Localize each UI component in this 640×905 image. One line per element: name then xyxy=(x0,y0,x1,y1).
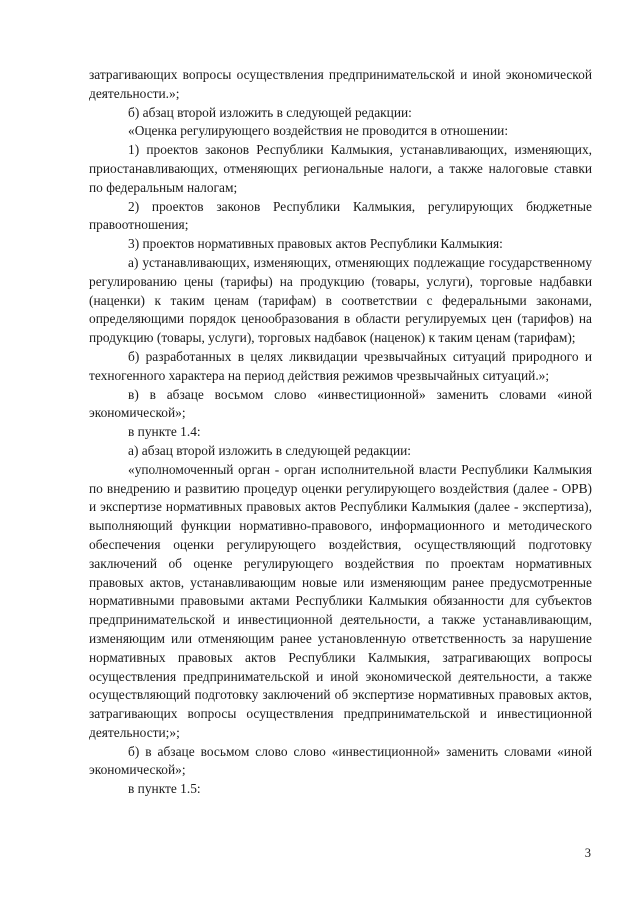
paragraph: б) абзац второй изложить в следующей редакции: xyxy=(128,104,412,120)
paragraph: в) в абзаце восьмом слово «инвестиционной» заменить словами «иной экономической»; xyxy=(89,386,592,421)
paragraph: «уполномоченный орган - орган исполнительной власти Республики Калмыкия по внедрению и развитию процедур оценки регулирующего воздействия (далее - ОРВ) и экспертизе нормативных правовых актов Республики Калмыкия (далее - экспертиза), выполняющий функции нормативно-правового, информационного и методического обеспечения оценки регулирующего воздействия, осуществляющий подготовку заключений об оценке регулирующего воздействия по проектам нормативных правовых актов, устанавливающим новые или изменяющим ранее предусмотренные нормативными правовыми актами Республики Калмыкия обязанности для субъектов предпринимательской и инвестиционной деятельности, а также устанавливающим, изменяющим или отменяющим ранее установленную ответственность за нарушение нормативных правовых актов Республики Калмыкия, затрагивающих вопросы осуществления предпринимательской и иной экономической деятельности, а также осуществляющий подготовку заключений об экспертизе нормативных правовых актов, затрагивающих вопросы осуществления предпринимательской и инвестиционной деятельности;»; xyxy=(89,461,592,740)
document-body xyxy=(89,66,592,799)
paragraph: 1) проектов законов Республики Калмыкия, устанавливающих, изменяющих, приостанавливающих, отменяющих региональные налоги, а также налоговые ставки по федеральным налогам; xyxy=(89,142,592,195)
paragraph: в пункте 1.4: xyxy=(128,424,201,440)
paragraph: а) абзац второй изложить в следующей редакции: xyxy=(128,442,412,458)
paragraph: б) в абзаце восьмом слово слово «инвестиционной» заменить словами «иной экономической»; xyxy=(89,743,592,778)
paragraph: 3) проектов нормативных правовых актов Республики Калмыкия: xyxy=(128,236,503,252)
paragraph: 2) проектов законов Республики Калмыкия, регулирующих бюджетные правоотношения; xyxy=(89,198,592,233)
paragraph: затрагивающих вопросы осуществления предпринимательской и иной экономической деятельности.»; xyxy=(89,67,592,101)
paragraph: в пункте 1.5: xyxy=(128,781,201,797)
paragraph: б) разработанных в целях ликвидации чрезвычайных ситуаций природного и техногенного характера на период действия режимов чрезвычайных ситуаций.»; xyxy=(89,348,592,383)
page-number: 3 xyxy=(584,846,591,860)
paragraph: «Оценка регулирующего воздействия не проводится в отношении: xyxy=(128,123,509,139)
paragraph: а) устанавливающих, изменяющих, отменяющих подлежащие государственному регулированию цены (тарифы) на продукцию (товары, услуги), торговые надбавки (наценки) к таким ценам (тарифам) в соответствии с федеральными законами, определяющими порядок ценообразования в области регулируемых цен (тарифов) на продукцию (товары, услуги), торговых надбавок (наценок) к таким ценам (тарифам); xyxy=(89,254,592,346)
